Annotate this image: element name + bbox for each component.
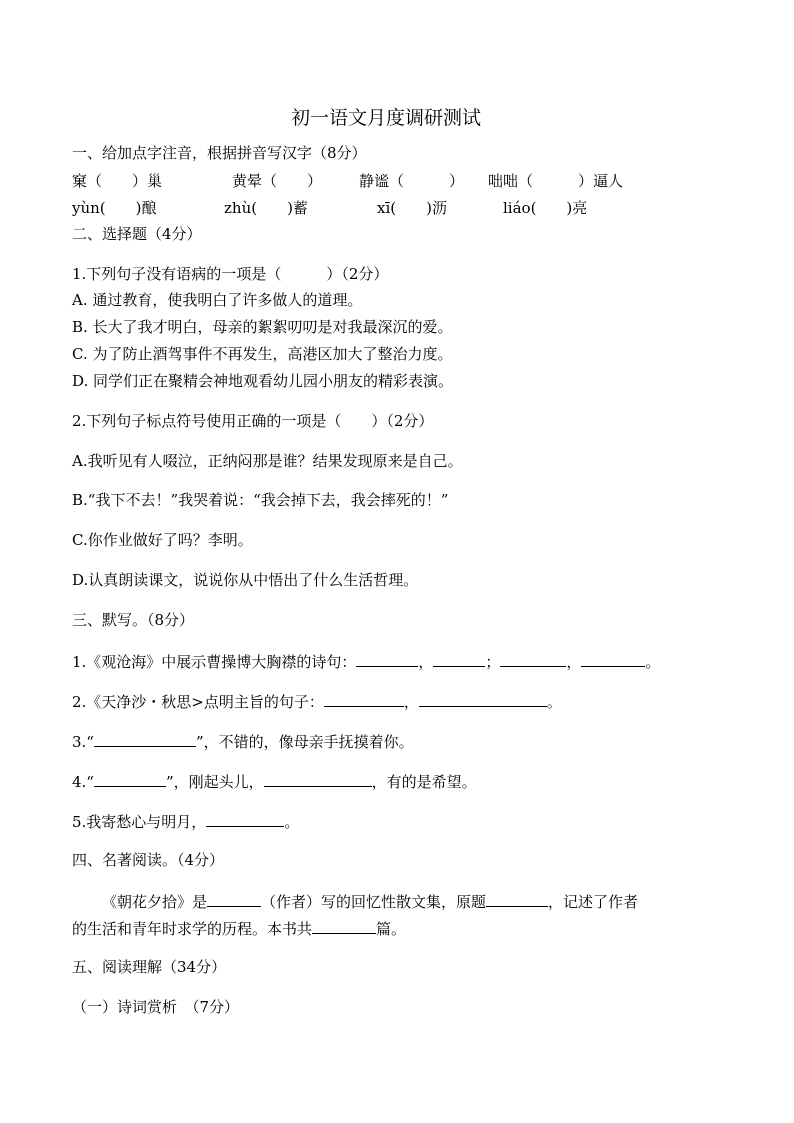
section-2-heading: 二、选择题（4分） xyxy=(72,225,202,243)
pinyin-item-3: 静谧（ ） xyxy=(359,172,465,190)
classic-reading-text-5: 篇。 xyxy=(376,920,407,938)
answer-blank[interactable] xyxy=(206,810,284,827)
classic-reading-line-1 xyxy=(102,890,638,912)
dictation-line-2 xyxy=(72,690,562,712)
dictation-4-open: 4.“ xyxy=(72,773,94,791)
answer-blank[interactable] xyxy=(433,650,485,667)
dictation-1-prompt: 1.《观沧海》中展示曹操博大胸襟的诗句： xyxy=(72,653,357,671)
classic-reading-line-2 xyxy=(72,917,406,939)
answer-blank[interactable] xyxy=(94,770,166,787)
dictation-1-sep-3: ， xyxy=(566,653,582,671)
dictation-1-sep-1: ， xyxy=(418,653,434,671)
question-2-option-a: A.我听见有人啜泣，正纳闷那是谁？结果发现原来是自己。 xyxy=(72,452,463,470)
answer-blank[interactable] xyxy=(581,650,645,667)
dictation-line-5 xyxy=(72,810,299,832)
page-title: 初一语文月度调研测试 xyxy=(291,107,482,129)
question-1-option-c: C. 为了防止酒驾事件不再发生，高港区加大了整治力度。 xyxy=(72,345,453,363)
dictation-1-sep-2: ； xyxy=(485,653,501,671)
section-4-heading: 四、名著阅读。（4分） xyxy=(72,851,225,869)
dictation-5-prompt: 5.我寄愁心与明月， xyxy=(72,813,207,831)
dictation-3-rest: ”，不错的，像母亲手抚摸着你。 xyxy=(195,733,414,751)
dictation-line-1 xyxy=(72,650,660,672)
pinyin-item-4: 咄咄（ ）逼人 xyxy=(488,172,624,190)
classic-reading-text-3: ，记述了作者 xyxy=(548,893,639,911)
answer-blank[interactable] xyxy=(264,770,372,787)
dictation-3-open: 3.“ xyxy=(72,733,94,751)
question-1-option-a: A. 通过教育，使我明白了许多做人的道理。 xyxy=(72,291,363,309)
answer-blank[interactable] xyxy=(500,650,566,667)
answer-blank[interactable] xyxy=(94,730,196,747)
answer-blank[interactable] xyxy=(207,890,261,907)
answer-blank[interactable] xyxy=(486,890,548,907)
section-3-heading: 三、默写。（8分） xyxy=(72,611,195,629)
question-2-option-c: C.你作业做好了吗？李明。 xyxy=(72,531,253,549)
question-2-stem: 2.下列句子标点符号使用正确的一项是（ ）（2分） xyxy=(72,412,434,430)
dictation-4-mid: ”，刚起头儿， xyxy=(165,773,264,791)
question-2-option-b: B.“我下不去！”我哭着说：“我会掉下去，我会摔死的！” xyxy=(72,491,449,509)
dictation-4-end: ，有的是希望。 xyxy=(371,773,477,791)
pinyin-item-2: 黄晕（ ） xyxy=(232,172,323,190)
dictation-5-end: 。 xyxy=(284,813,300,831)
classic-reading-text-2: （作者）写的回忆性散文集，原题 xyxy=(261,893,487,911)
question-1-option-b: B. 长大了我才明白，母亲的絮絮叨叨是对我最深沉的爱。 xyxy=(72,318,453,336)
dictation-line-3 xyxy=(72,730,414,752)
answer-blank[interactable] xyxy=(324,690,404,707)
hanzi-item-2: zhù( )蓄 xyxy=(224,199,308,217)
dictation-2-end: 。 xyxy=(546,693,562,711)
section-5-heading: 五、阅读理解（34分） xyxy=(72,958,227,976)
section-1-heading: 一、给加点字注音，根据拼音写汉字（8分） xyxy=(72,144,367,162)
section-5-subheading: （一）诗词赏析 （7分） xyxy=(72,998,240,1016)
pinyin-item-1: 窠（ ）巢 xyxy=(72,172,163,190)
classic-reading-text-4: 的生活和青年时求学的历程。本书共 xyxy=(72,920,313,938)
question-1-stem: 1.下列句子没有语病的一项是（ ）（2分） xyxy=(72,265,389,283)
dictation-line-4 xyxy=(72,770,477,792)
hanzi-item-1: yùn( )酿 xyxy=(72,199,157,217)
hanzi-item-4: liáo( )亮 xyxy=(503,199,588,217)
classic-reading-text-1: 《朝花夕拾》是 xyxy=(102,893,208,911)
question-1-option-d: D. 同学们正在聚精会神地观看幼儿园小朋友的精彩表演。 xyxy=(72,372,454,390)
dictation-1-end: 。 xyxy=(645,653,661,671)
answer-blank[interactable] xyxy=(312,917,376,934)
hanzi-item-3: xī( )沥 xyxy=(377,199,447,217)
answer-blank[interactable] xyxy=(419,690,547,707)
dictation-2-sep: ， xyxy=(403,693,419,711)
answer-blank[interactable] xyxy=(356,650,418,667)
question-2-option-d: D.认真朗读课文，说说你从中悟出了什么生活哲理。 xyxy=(72,571,419,589)
dictation-2-prompt: 2.《天净沙・秋思>点明主旨的句子： xyxy=(72,693,324,711)
